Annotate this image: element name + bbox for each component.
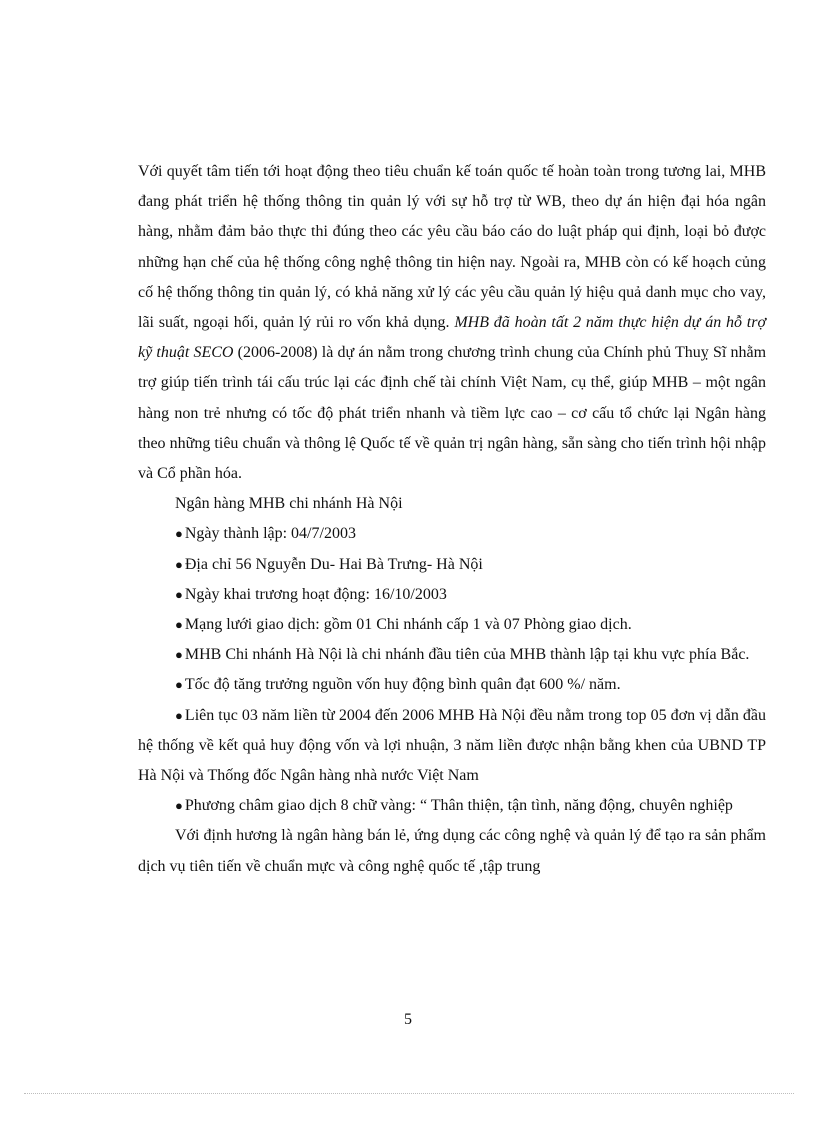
bullet-icon: ● (175, 556, 183, 572)
bullet-item (138, 550, 766, 580)
bullet-icon: ● (175, 586, 183, 602)
bullet-text: Ngày khai trương hoạt động: 16/10/2003 (184, 585, 447, 603)
bullet-item (138, 791, 766, 821)
bullet-item (138, 670, 766, 700)
intro-italic-text: MHB đã hoàn tất 2 năm thực hiện dự án hỗ trợ kỹ thuật SECO (138, 314, 767, 362)
bullet-icon: ● (175, 617, 183, 633)
bullet-text: Liên tục 03 năm liền từ 2004 đến 2006 MHB Hà Nội đều nằm trong top 05 đơn vị dẫn đầu hệ thống về kết quả huy động vốn và lợi nhuận, 3 năm liền được nhận bằng khen của UBND TP Hà Nội và Thống đốc Ngân hàng nhà nước Việt Nam (138, 706, 766, 785)
intro-text: Với quyết tâm tiến tới hoạt động theo tiêu chuẩn kế toán quốc tế hoàn toàn trong tương lai, MHB đang phát triển hệ thống thông tin quản lý với sự hỗ trợ từ WB, theo dự án hiện đại hóa ngân hàng, nhằm đảm bảo thực thi đúng theo các yêu cầu báo cáo do luật pháp qui định, loại bỏ được những hạn chế của hệ thống công nghệ thông tin hiện nay. Ngoài ra, MHB còn có kế hoạch củng cố hệ thống thông tin quản lý, có khả năng xử lý các yêu cầu quản lý hiệu quả danh mục cho vay, lãi suất, ngoại hối, quản lý rủi ro vốn khả dụng. (138, 163, 766, 332)
paragraph-intro (138, 157, 766, 489)
bullet-text: Mạng lưới giao dịch: gồm 01 Chi nhánh cấp 1 và 07 Phòng giao dịch. (184, 616, 632, 634)
body-text (138, 157, 766, 882)
bullet-icon: ● (175, 798, 183, 814)
bullet-text: MHB Chi nhánh Hà Nội là chi nhánh đầu tiên của MHB thành lập tại khu vực phía Bắc. (184, 646, 750, 664)
bullet-icon: ● (175, 526, 183, 542)
bullet-item (138, 701, 766, 792)
page-bottom-divider (24, 1093, 794, 1094)
bullet-text: Phương châm giao dịch 8 chữ vàng: “ Thân thiện, tận tình, năng động, chuyên nghiệp (184, 797, 733, 815)
bullet-text: Địa chỉ 56 Nguyễn Du- Hai Bà Trưng- Hà Nội (184, 555, 483, 573)
bullet-item (138, 519, 766, 549)
paragraph-final: Với định hương là ngân hàng bán lẻ, ứng dụng các công nghệ và quản lý để tạo ra sản phẩm dịch vụ tiên tiến về chuẩn mực và công nghệ quốc tế ,tập trung (138, 827, 766, 875)
bullet-item (138, 580, 766, 610)
bullet-text: Tốc độ tăng trưởng nguồn vốn huy động bình quân đạt 600 %/ năm. (184, 676, 621, 694)
bullet-icon: ● (175, 707, 183, 723)
bullet-item (138, 610, 766, 640)
branch-heading: Ngân hàng MHB chi nhánh Hà Nội (175, 495, 403, 513)
bullet-item (138, 640, 766, 670)
intro-text-continued: (2006-2008) là dự án nằm trong chương trình chung của Chính phủ Thuỵ Sĩ nhằm trợ giúp tiến trình tái cấu trúc lại các định chế tài chính Việt Nam, cụ thể, giúp MHB – một ngân hàng non trẻ nhưng có tốc độ phát triển nhanh và tiềm lực cao – cơ cấu tổ chức lại Ngân hàng theo những tiêu chuẩn và thông lệ Quốc tế về quản trị ngân hàng, sẵn sàng cho tiến trình hội nhập và Cổ phần hóa. (138, 344, 767, 483)
bullet-icon: ● (175, 647, 183, 663)
bullet-icon: ● (175, 677, 183, 693)
page-number: 5 (404, 1011, 412, 1028)
bullet-text: Ngày thành lập: 04/7/2003 (184, 525, 356, 543)
